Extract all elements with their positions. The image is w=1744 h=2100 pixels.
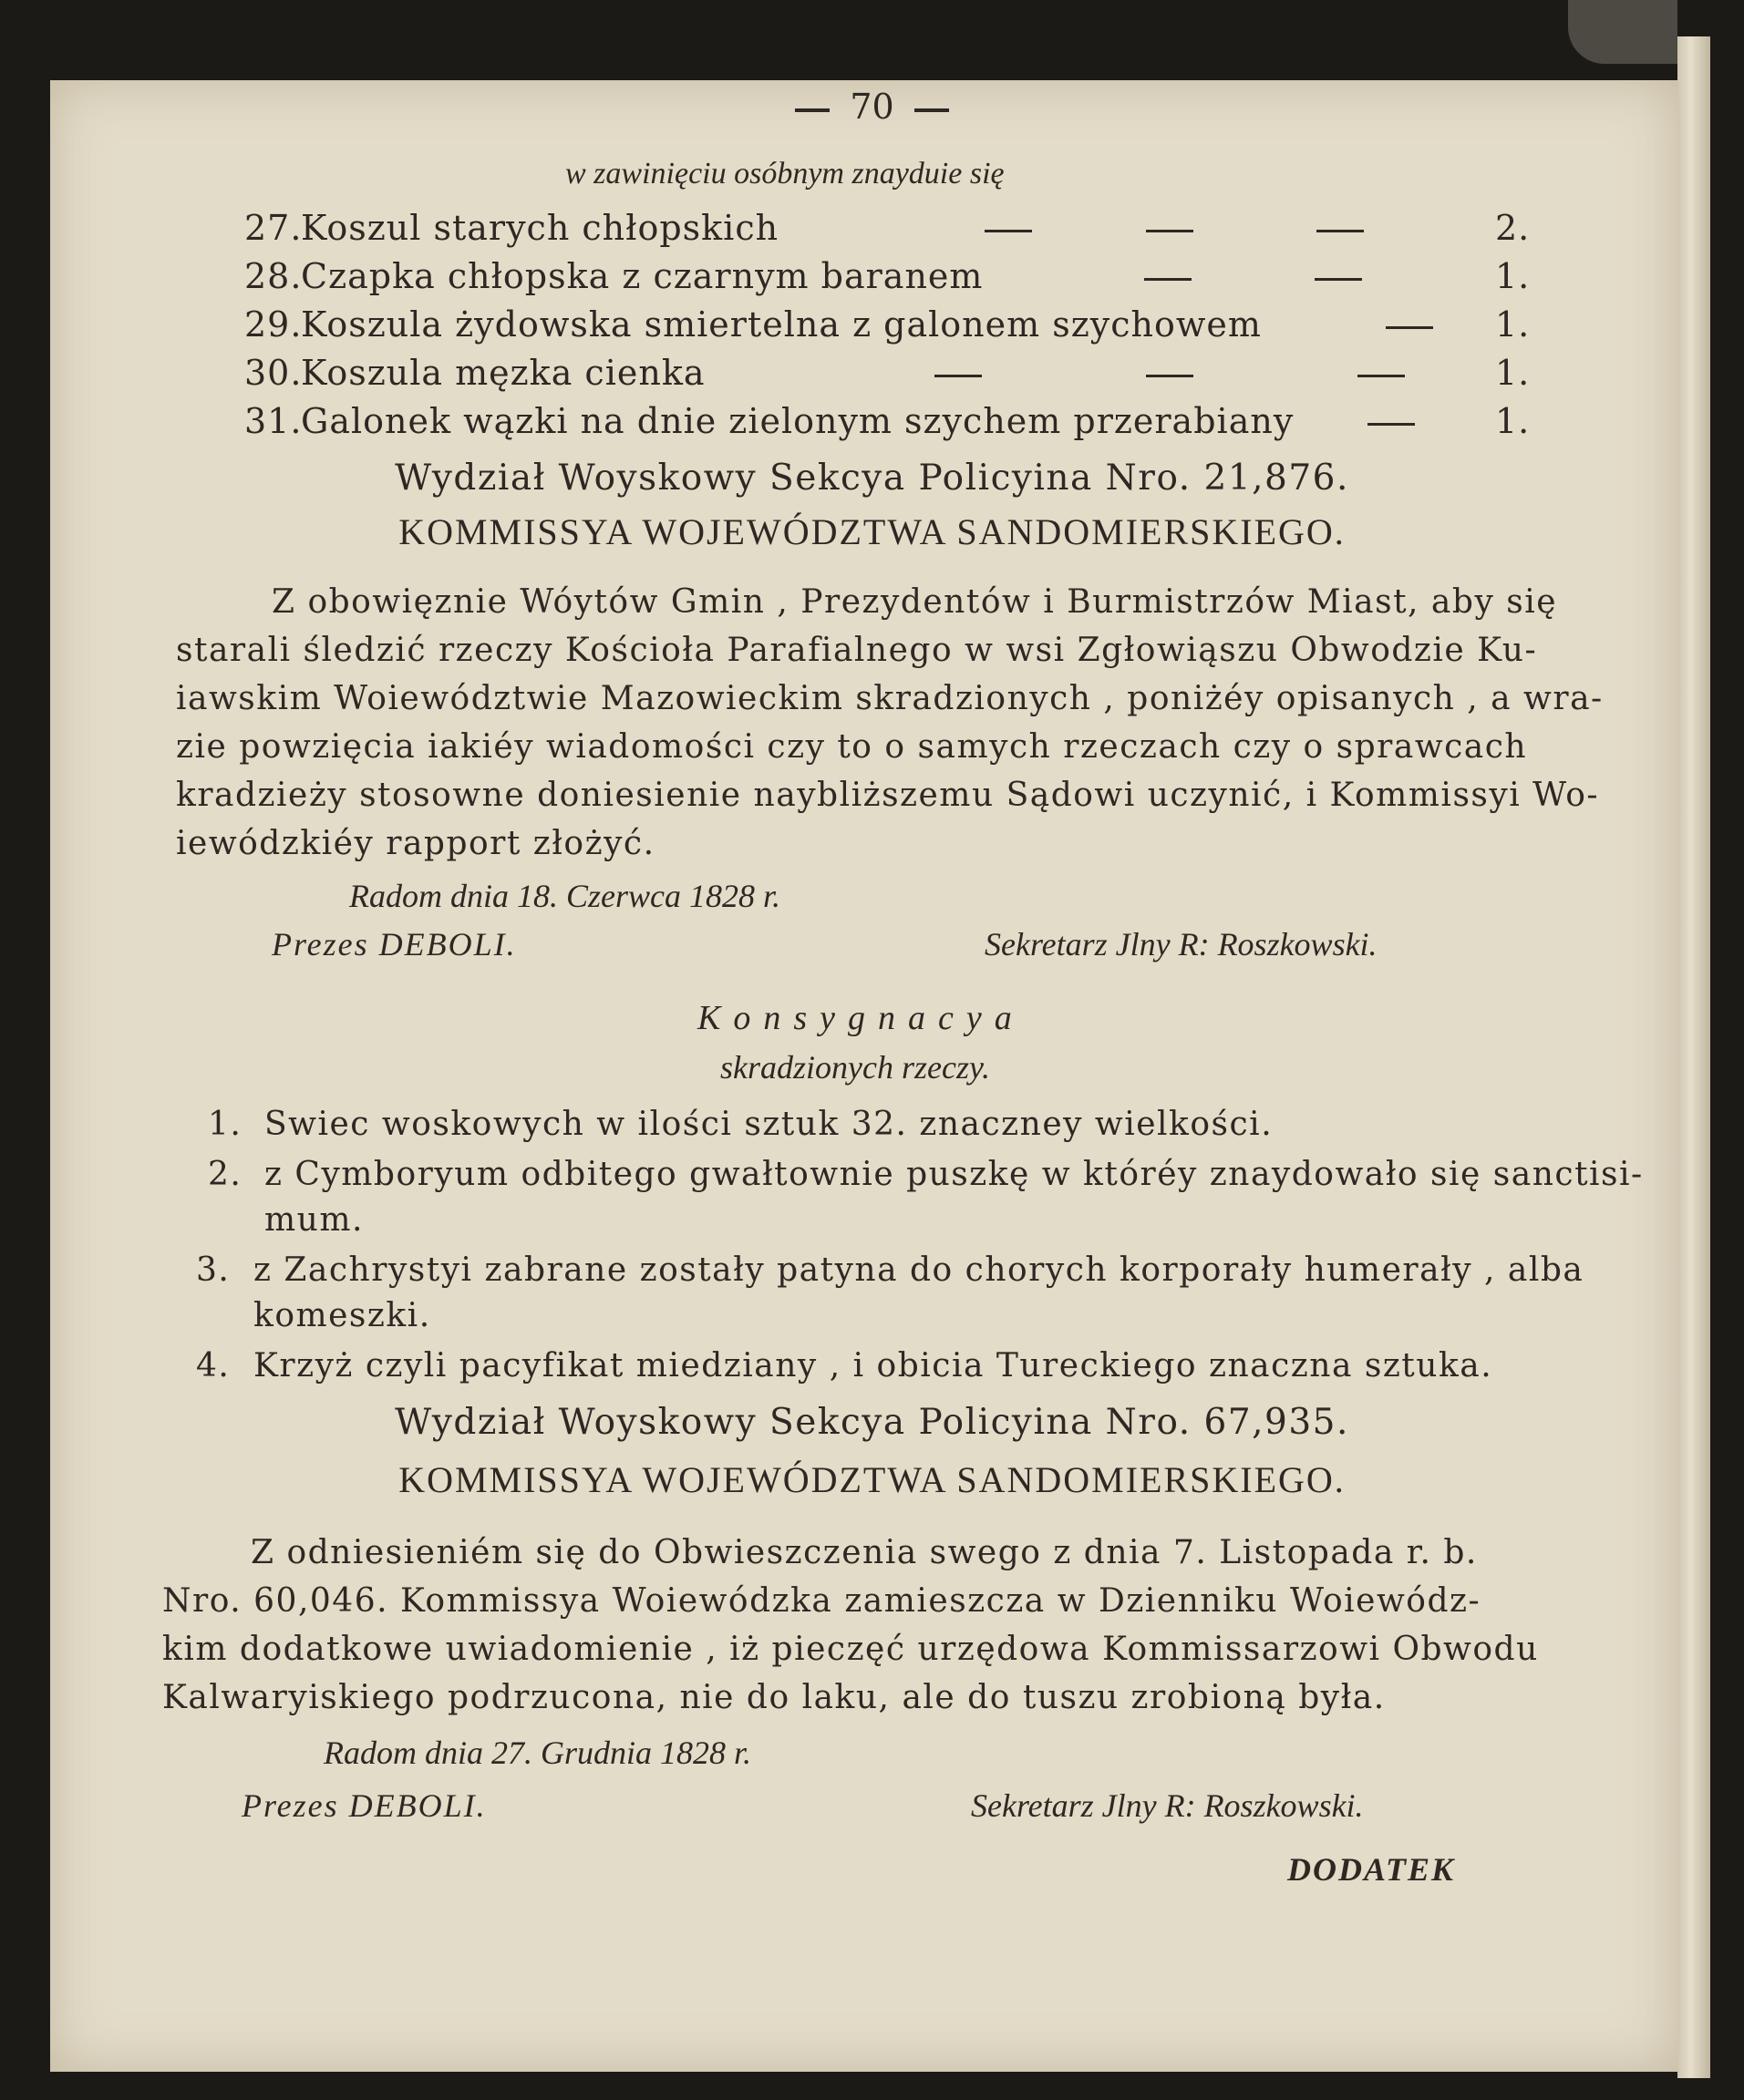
department-heading: Wydział Woyskowy Sekcya Policyina Nro. 67,935.: [395, 1402, 1349, 1443]
notice-line: iawskim Woiewództwie Mazowieckim skradzionych , poniżéy opisanych , a wra-: [176, 680, 1604, 717]
list-item: 30.Koszula męzka cienka: [244, 353, 706, 393]
list-item-qty: 1.: [1495, 401, 1531, 441]
notice-line: kim dodatkowe uwiadomienie , iż pieczęć urzędowa Kommissarzowi Obwodu: [162, 1631, 1539, 1668]
president-signature: Prezes DEBOLI.: [272, 926, 517, 962]
page-number: 70: [0, 87, 1744, 127]
commission-heading: KOMMISSYA WOJEWÓDZTWA SANDOMIERSKIEGO.: [398, 1459, 1346, 1500]
page-spine-edge: [1677, 36, 1710, 2078]
section-intro: w zawinięciu osóbnym znayduie się: [565, 157, 1005, 190]
consignment-item-continuation: komeszki.: [253, 1297, 431, 1334]
consignment-item-number: 2.: [208, 1156, 243, 1193]
list-item-qty: 1.: [1495, 256, 1531, 296]
list-item: 31.Galonek wązki na dnie zielonym szychem przerabiany: [244, 401, 1295, 441]
list-item-qty: 1.: [1495, 304, 1531, 345]
consignment-item: Krzyż czyli pacyfikat miedziany , i obicia Tureckiego znaczna sztuka.: [253, 1347, 1493, 1385]
commission-heading: KOMMISSYA WOJEWÓDZTWA SANDOMIERSKIEGO.: [398, 511, 1346, 552]
consignment-item: z Cymboryum odbitego gwałtownie puszkę w któréy znaydowało się sanctisi-: [264, 1156, 1644, 1193]
list-item: 28.Czapka chłopska z czarnym baranem: [244, 256, 984, 296]
list-item-qty: 1.: [1495, 353, 1531, 393]
department-heading: Wydział Woyskowy Sekcya Policyina Nro. 21,876.: [395, 458, 1349, 499]
date-line: Radom dnia 27. Grudnia 1828 r.: [324, 1735, 752, 1771]
consignment-item-number: 3.: [196, 1251, 231, 1289]
list-item-dashes: [1367, 401, 1415, 441]
list-item-dashes: [1386, 304, 1433, 345]
consignment-item-number: 1.: [208, 1106, 243, 1143]
consignment-item-number: 4.: [196, 1347, 231, 1385]
secretary-signature: Sekretarz Jlny R: Roszkowski.: [985, 926, 1378, 962]
notice-line: Nro. 60,046. Kommissya Woiewódzka zamieszcza w Dzienniku Woiewódz-: [162, 1582, 1481, 1620]
notice-line: Z obowięznie Wóytów Gmin , Prezydentów i Burmistrzów Miast, aby się: [272, 583, 1558, 621]
list-item-dashes: [1144, 256, 1362, 296]
notice-line: kradzieży stosowne doniesienie naybliższemu Sądowi uczynić, i Kommissyi Wo-: [176, 777, 1600, 814]
notice-line: iewódzkiéy rapport złożyć.: [176, 825, 655, 862]
consignment-subtitle: skradzionych rzeczy.: [720, 1049, 990, 1086]
notice-line: starali śledzić rzeczy Kościoła Parafialnego w wsi Zgłowiąszu Obwodzie Ku-: [176, 632, 1538, 669]
notice-line: Kalwaryiskiego podrzucona, nie do laku, ale do tuszu zrobioną była.: [162, 1679, 1386, 1716]
consignment-item: Swiec woskowych w ilości sztuk 32. znaczney wielkości.: [264, 1106, 1274, 1143]
list-item: 27.Koszul starych chłopskich: [244, 208, 779, 248]
consignment-title: Konsygnacya: [697, 999, 1025, 1037]
secretary-signature: Sekretarz Jlny R: Roszkowski.: [971, 1787, 1364, 1824]
scan-corner: [1568, 0, 1677, 64]
notice-line: zie powzięcia iakiéy wiadomości czy to o samych rzeczach czy o sprawcach: [176, 728, 1528, 766]
date-line: Radom dnia 18. Czerwca 1828 r.: [349, 878, 781, 914]
consignment-item: z Zachrystyi zabrane zostały patyna do chorych korporały humerały , alba: [253, 1251, 1584, 1289]
list-item-dashes: [985, 208, 1513, 248]
list-item: 29.Koszula żydowska smiertelna z galonem szychowem: [244, 304, 1262, 345]
president-signature: Prezes DEBOLI.: [242, 1787, 487, 1824]
consignment-item-continuation: mum.: [264, 1201, 364, 1239]
list-item-qty: 2.: [1495, 208, 1531, 248]
catchword: DODATEK: [1287, 1851, 1456, 1888]
notice-line: Z odniesieniém się do Obwieszczenia swego z dnia 7. Listopada r. b.: [251, 1534, 1478, 1571]
list-item-dashes: [934, 353, 1405, 393]
